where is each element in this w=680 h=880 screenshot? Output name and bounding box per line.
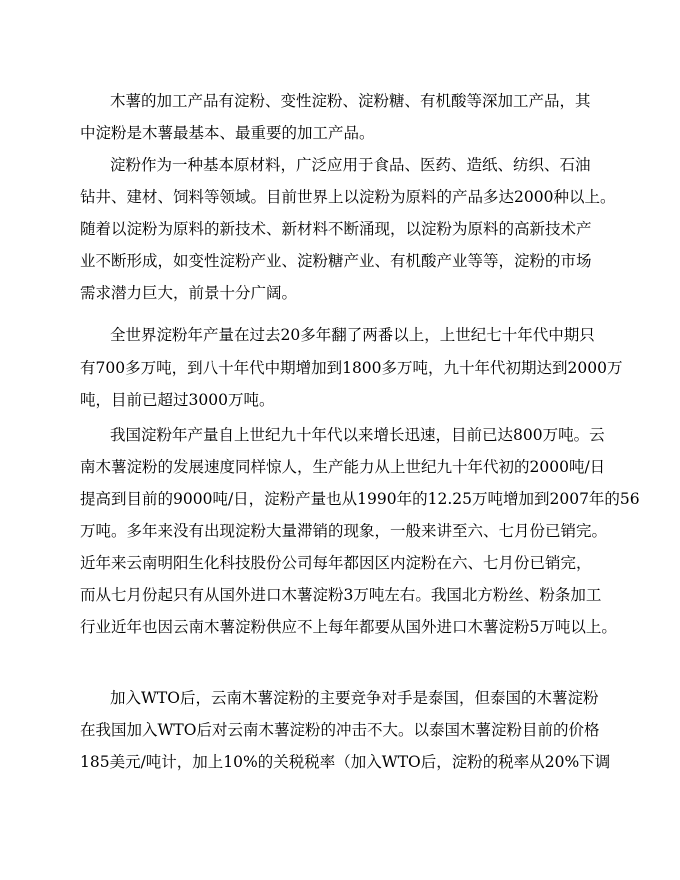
text-line-19: 在我国加入WTO后对云南木薯淀粉的冲击不大。以泰国木薯淀粉目前的价格 bbox=[80, 721, 600, 739]
text-line-4: 钻井、建材、饲料等领域。目前世界上以淀粉为原料的产品多达2000种以上。 bbox=[80, 188, 616, 206]
text-line-2: 中淀粉是木薯最基本、最重要的加工产品。 bbox=[80, 124, 375, 142]
text-line-10: 吨，目前已超过3000万吨。 bbox=[80, 391, 275, 409]
text-line-18: 加入WTO后，云南木薯淀粉的主要竞争对手是泰国，但泰国的木薯淀粉 bbox=[110, 689, 599, 707]
text-line-20: 185美元/吨计，加上10%的关税税率（加入WTO后，淀粉的税率从20%下调 bbox=[80, 753, 611, 771]
text-line-3: 淀粉作为一种基本原材料，广泛应用于食品、医药、造纸、纺织、石油 bbox=[110, 156, 591, 174]
text-line-16: 而从七月份起只有从国外进口木薯淀粉3万吨左右。我国北方粉丝、粉条加工 bbox=[80, 586, 602, 604]
text-line-12: 南木薯淀粉的发展速度同样惊人，生产能力从上世纪九十年代初的2000吨/日 bbox=[80, 458, 606, 476]
text-line-7: 需求潜力巨大，前景十分广阔。 bbox=[80, 284, 298, 302]
text-line-8: 全世界淀粉年产量在过去20多年翻了两番以上，上世纪七十年代中期只 bbox=[110, 326, 595, 344]
text-line-5: 随着以淀粉为原料的新技术、新材料不断涌现，以淀粉为原料的高新技术产 bbox=[80, 220, 592, 238]
text-line-17: 行业近年也因云南木薯淀粉供应不上每年都要从国外进口木薯淀粉5万吨以上。 bbox=[80, 618, 617, 636]
text-line-1: 木薯的加工产品有淀粉、变性淀粉、淀粉糖、有机酸等深加工产品，其 bbox=[110, 92, 591, 110]
text-line-11: 我国淀粉年产量自上世纪九十年代以来增长迅速，目前已达800万吨。云 bbox=[110, 426, 605, 444]
text-line-15: 近年来云南明阳生化科技股份公司每年都因区内淀粉在六、七月份已销完， bbox=[80, 554, 592, 572]
text-line-13: 提高到目前的9000吨/日，淀粉产量也从1990年的12.25万吨增加到2007年的56 bbox=[80, 490, 640, 508]
text-line-6: 业不断形成，如变性淀粉产业、淀粉糖产业、有机酸产业等等，淀粉的市场 bbox=[80, 252, 592, 270]
text-line-9: 有700多万吨，到八十年代中期增加到1800多万吨，九十年代初期达到2000万 bbox=[80, 359, 623, 377]
text-line-14: 万吨。多年来没有出现淀粉大量滞销的现象，一般来讲至六、七月份已销完。 bbox=[80, 522, 608, 540]
